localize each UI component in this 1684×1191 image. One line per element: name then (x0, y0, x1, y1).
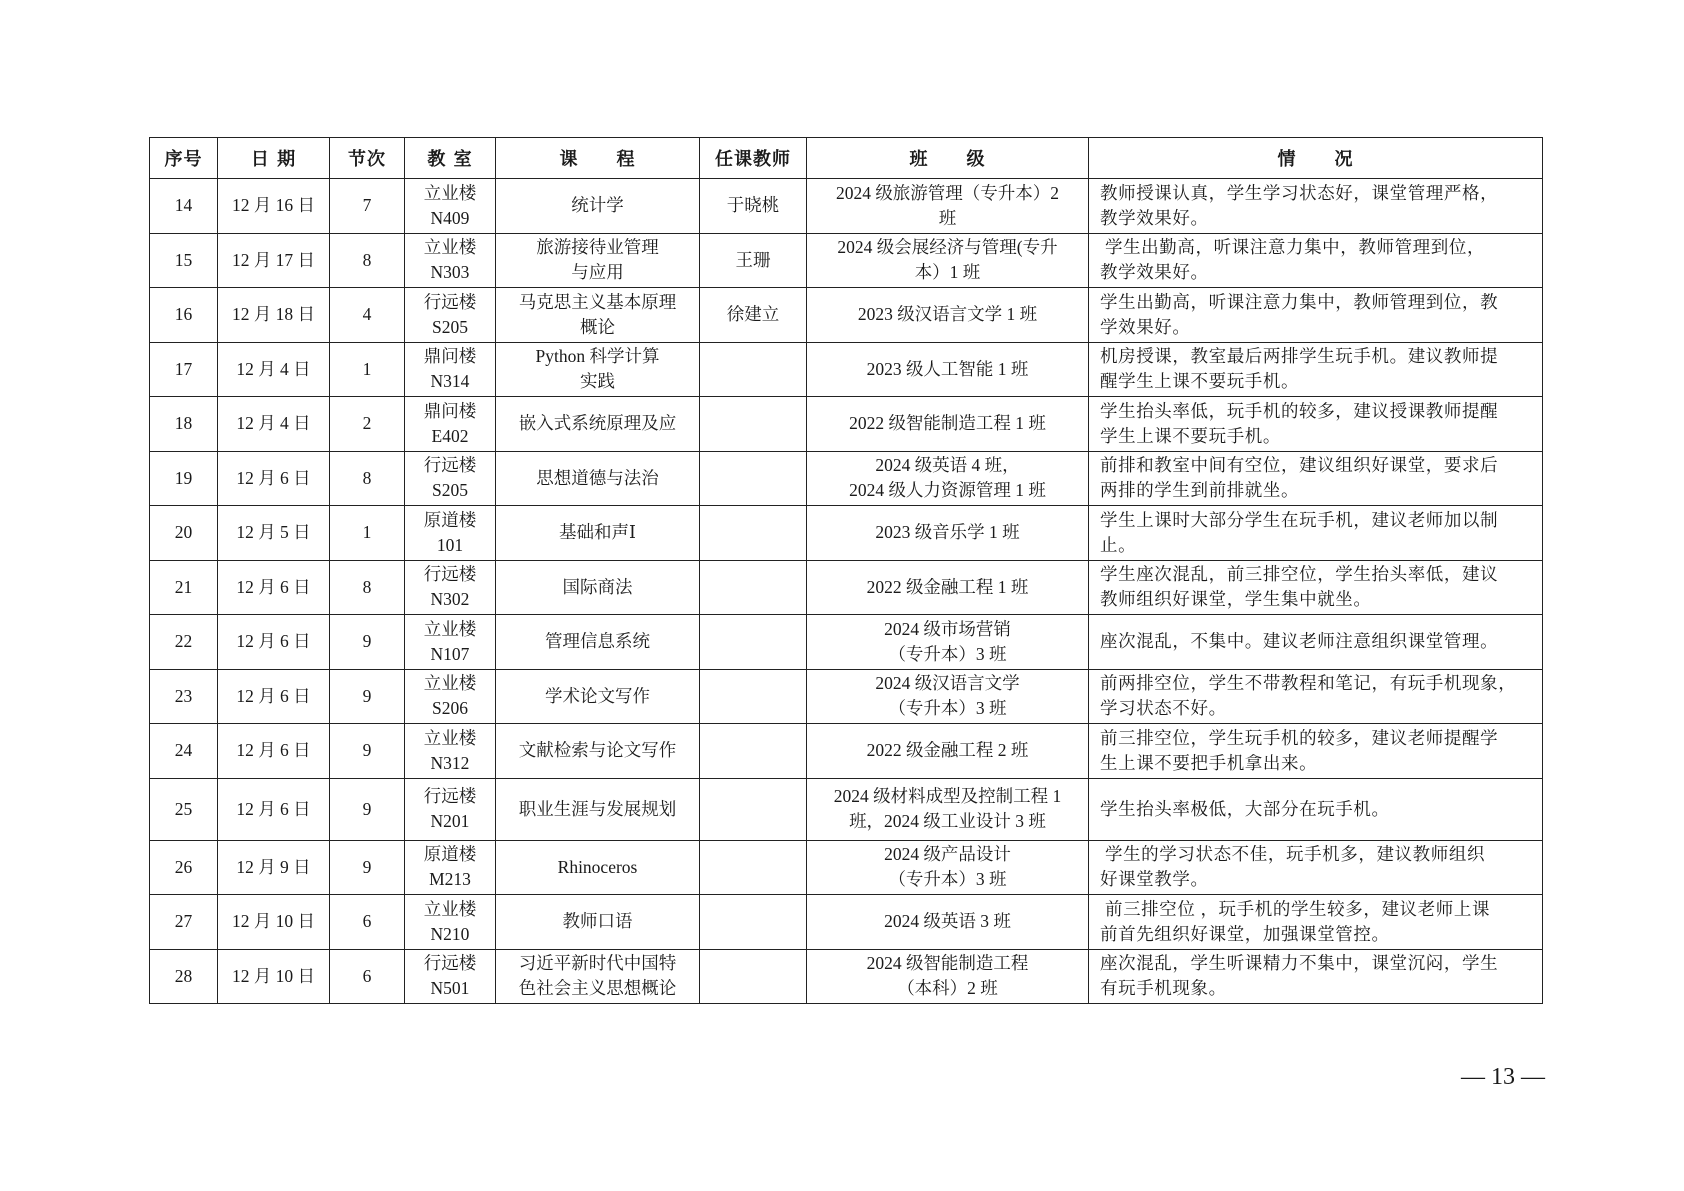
cell-class-line: 班，2024 级工业设计 3 班 (849, 811, 1046, 831)
cell-classroom-line: 行远楼 (423, 455, 477, 476)
cell-seq (150, 451, 218, 506)
cell-remark-line: 止。 (1100, 534, 1137, 555)
header-teacher: 任课教师 (700, 138, 807, 179)
cell-class-line: 2024 级市场营销 (884, 618, 1011, 639)
cell-period-text: 8 (362, 467, 372, 488)
cell-course-line: 管理信息系统 (545, 631, 650, 652)
cell-seq (150, 506, 218, 561)
cell-class (807, 233, 1089, 288)
cell-class-line: 2024 级旅游管理（专升本）2 (835, 182, 1060, 203)
cell-teacher (700, 397, 807, 452)
table-row (150, 778, 1543, 840)
cell-classroom (405, 506, 496, 561)
cell-class-line: 2024 级材料成型及控制工程 1 (833, 786, 1062, 806)
cell-course-line: 统计学 (571, 195, 624, 216)
inspection-table (149, 137, 1543, 1004)
cell-classroom-line: 行远楼 (423, 786, 477, 806)
cell-date-text: 12 月 10 日 (231, 965, 316, 986)
cell-course-line: 习近平新时代中国特 (518, 953, 677, 974)
cell-classroom-line: N409 (430, 207, 470, 228)
cell-seq (150, 560, 218, 615)
cell-period (330, 560, 405, 615)
cell-seq (150, 895, 218, 950)
cell-period-text: 9 (362, 631, 372, 652)
cell-date-text: 12 月 4 日 (236, 358, 311, 379)
cell-date (218, 840, 330, 895)
cell-classroom-line: E402 (431, 425, 469, 446)
cell-course-line: Python 科学计算 (535, 346, 660, 367)
cell-course (496, 840, 700, 895)
table-row (150, 233, 1543, 288)
cell-course (496, 724, 700, 779)
table-row (150, 506, 1543, 561)
cell-teacher (700, 506, 807, 561)
cell-period (330, 342, 405, 397)
cell-seq (150, 288, 218, 343)
cell-date-text: 12 月 6 日 (236, 631, 311, 652)
cell-remark-line: 学生上课时大部分学生在玩手机，建议老师加以制 (1100, 509, 1499, 530)
cell-teacher (700, 342, 807, 397)
cell-date (218, 669, 330, 724)
cell-remark-line: 好课堂教学。 (1100, 869, 1209, 890)
cell-classroom-line: 立业楼 (423, 237, 477, 258)
cell-date (218, 179, 330, 234)
cell-date (218, 615, 330, 670)
cell-remark (1089, 342, 1543, 397)
cell-remark-line: 前三排空位 ，玩手机的学生较多，建议老师上课 (1100, 898, 1491, 919)
cell-date (218, 288, 330, 343)
cell-classroom (405, 288, 496, 343)
cell-teacher (700, 724, 807, 779)
cell-class-line: 2024 级英语 3 班 (884, 911, 1011, 932)
cell-course-line: 学术论文写作 (545, 685, 650, 706)
cell-class-line: 2024 级智能制造工程 (866, 953, 1029, 974)
cell-seq-text: 22 (174, 631, 193, 652)
cell-remark-line: 教学效果好。 (1100, 207, 1209, 228)
cell-seq-text: 16 (174, 304, 193, 325)
cell-period-text: 8 (362, 249, 372, 270)
cell-teacher-text: 王珊 (735, 249, 771, 270)
cell-period (330, 288, 405, 343)
cell-classroom-line: N210 (430, 923, 470, 944)
cell-classroom-line: 行远楼 (423, 953, 477, 974)
cell-date-text: 12 月 6 日 (236, 798, 311, 819)
cell-course-line: 文献检索与论文写作 (518, 740, 677, 761)
cell-teacher (700, 615, 807, 670)
cell-classroom-line: 立业楼 (423, 182, 477, 203)
cell-seq (150, 342, 218, 397)
cell-period (330, 778, 405, 840)
cell-class (807, 840, 1089, 895)
cell-remark-line: 座次混乱，学生听课精力不集中，课堂沉闷，学生 (1100, 953, 1499, 974)
cell-class-line: （本科）2 班 (897, 978, 998, 999)
cell-remark-line: 学生抬头率低，玩手机的较多，建议授课教师提醒 (1100, 400, 1499, 421)
cell-course (496, 233, 700, 288)
cell-period (330, 506, 405, 561)
cell-classroom (405, 233, 496, 288)
table-row (150, 724, 1543, 779)
cell-date-text: 12 月 4 日 (236, 413, 311, 434)
cell-classroom-line: S206 (432, 698, 468, 719)
cell-classroom-line: N302 (430, 589, 470, 610)
cell-remark-line: 前三排空位，学生玩手机的较多，建议老师提醒学 (1100, 727, 1499, 748)
cell-class (807, 506, 1089, 561)
cell-remark-line: 生上课不要把手机拿出来。 (1100, 752, 1318, 773)
cell-seq (150, 724, 218, 779)
cell-remark-line: 学效果好。 (1100, 316, 1191, 337)
cell-period (330, 724, 405, 779)
cell-teacher (700, 560, 807, 615)
cell-period (330, 451, 405, 506)
cell-course-line: 概论 (580, 316, 615, 337)
cell-period-text: 1 (362, 358, 372, 379)
cell-period-text: 9 (362, 685, 372, 706)
cell-period-text: 9 (362, 856, 372, 877)
cell-date (218, 560, 330, 615)
cell-period-text: 8 (362, 576, 372, 597)
cell-period (330, 949, 405, 1004)
cell-classroom (405, 840, 496, 895)
cell-seq-text: 18 (174, 413, 193, 434)
cell-period (330, 233, 405, 288)
cell-date (218, 233, 330, 288)
cell-remark-line: 学生抬头率极低，大部分在玩手机。 (1100, 798, 1390, 819)
cell-date (218, 895, 330, 950)
cell-remark-line: 醒学生上课不要玩手机。 (1100, 371, 1300, 392)
cell-class (807, 451, 1089, 506)
cell-teacher (700, 778, 807, 840)
cell-remark-line: 座次混乱，不集中。建议老师注意组织课堂管理。 (1100, 631, 1499, 652)
cell-teacher-text: 徐建立 (726, 304, 780, 325)
cell-classroom (405, 179, 496, 234)
cell-class-line: 2024 级英语 4 班， (875, 455, 1020, 476)
cell-remark-line: 学生上课不要玩手机。 (1100, 425, 1281, 446)
cell-classroom (405, 615, 496, 670)
cell-remark (1089, 778, 1543, 840)
cell-course (496, 778, 700, 840)
cell-course-line: Rhinoceros (557, 856, 638, 877)
cell-course (496, 560, 700, 615)
cell-remark (1089, 179, 1543, 234)
cell-period (330, 669, 405, 724)
header-course: 课 程 (496, 138, 700, 179)
cell-seq-text: 14 (174, 195, 193, 216)
cell-teacher (700, 949, 807, 1004)
cell-seq (150, 949, 218, 1004)
cell-classroom-line: 鼎问楼 (423, 400, 477, 421)
cell-teacher (700, 895, 807, 950)
cell-classroom-line: 鼎问楼 (423, 346, 477, 367)
cell-period-text: 4 (362, 304, 372, 325)
cell-remark-line: 教师授课认真，学生学习状态好，课堂管理严格， (1100, 182, 1499, 203)
cell-classroom-line: 原道楼 (423, 509, 477, 530)
cell-period (330, 179, 405, 234)
cell-date-text: 12 月 9 日 (236, 856, 311, 877)
cell-date-text: 12 月 5 日 (236, 522, 311, 543)
cell-date-text: 12 月 6 日 (236, 576, 311, 597)
cell-seq (150, 615, 218, 670)
cell-classroom (405, 669, 496, 724)
cell-classroom-line: N303 (430, 262, 470, 283)
table-row (150, 895, 1543, 950)
table-row (150, 397, 1543, 452)
cell-course-line: 与应用 (571, 262, 624, 283)
cell-class-line: （专升本）3 班 (888, 869, 1007, 890)
cell-course-line: 嵌入式系统原理及应 (518, 413, 677, 434)
cell-course-line: 马克思主义基本原理 (518, 291, 677, 312)
cell-class (807, 560, 1089, 615)
cell-period-text: 6 (362, 965, 372, 986)
cell-course-line: 国际商法 (562, 576, 633, 597)
cell-period (330, 895, 405, 950)
cell-class (807, 288, 1089, 343)
cell-remark (1089, 615, 1543, 670)
cell-classroom (405, 895, 496, 950)
cell-seq-text: 20 (174, 522, 193, 543)
cell-classroom-line: 行远楼 (423, 291, 477, 312)
cell-date-text: 12 月 18 日 (231, 304, 316, 325)
cell-remark-line: 前排和教室中间有空位，建议组织好课堂，要求后 (1100, 455, 1499, 476)
cell-teacher-text: 于晓桃 (726, 195, 780, 216)
header-class: 班 级 (807, 138, 1089, 179)
cell-remark-line: 学生座次混乱，前三排空位，学生抬头率低，建议 (1100, 564, 1499, 585)
table-row (150, 451, 1543, 506)
cell-remark (1089, 288, 1543, 343)
cell-seq (150, 840, 218, 895)
cell-remark-line: 前首先组织好课堂，加强课堂管控。 (1100, 923, 1390, 944)
cell-seq-text: 23 (174, 685, 193, 706)
cell-date (218, 949, 330, 1004)
cell-date-text: 12 月 17 日 (231, 249, 316, 270)
cell-date-text: 12 月 6 日 (236, 685, 311, 706)
cell-remark (1089, 560, 1543, 615)
cell-seq-text: 21 (174, 576, 193, 597)
cell-remark (1089, 949, 1543, 1004)
cell-period-text: 9 (362, 740, 372, 761)
cell-course-line: 旅游接待业管理 (536, 237, 659, 258)
cell-date (218, 397, 330, 452)
cell-classroom-line: S205 (432, 480, 468, 501)
cell-date-text: 12 月 6 日 (236, 467, 311, 488)
table-row (150, 342, 1543, 397)
cell-date (218, 724, 330, 779)
cell-class-line: 本）1 班 (914, 262, 981, 283)
cell-classroom (405, 778, 496, 840)
cell-class-line: 2023 级音乐学 1 班 (875, 522, 1020, 543)
table-row (150, 669, 1543, 724)
cell-date-text: 12 月 10 日 (231, 911, 316, 932)
cell-classroom-line: 101 (436, 534, 464, 555)
cell-class (807, 615, 1089, 670)
cell-course-line: 教师口语 (562, 911, 633, 932)
cell-class (807, 778, 1089, 840)
cell-date (218, 342, 330, 397)
cell-class-line: 2023 级人工智能 1 班 (866, 358, 1029, 379)
table-row (150, 288, 1543, 343)
cell-classroom-line: 立业楼 (423, 618, 477, 639)
cell-teacher (700, 451, 807, 506)
cell-class-line: （专升本）3 班 (888, 643, 1007, 664)
cell-period-text: 6 (362, 911, 372, 932)
cell-class-line: 2023 级汉语言文学 1 班 (857, 304, 1038, 325)
cell-classroom-line: N314 (430, 371, 470, 392)
cell-classroom (405, 949, 496, 1004)
cell-seq (150, 179, 218, 234)
cell-seq-text: 26 (174, 856, 193, 877)
header-period: 节次 (330, 138, 405, 179)
cell-remark-line: 有玩手机现象。 (1100, 978, 1227, 999)
cell-course (496, 669, 700, 724)
cell-remark (1089, 724, 1543, 779)
cell-classroom (405, 560, 496, 615)
cell-seq-text: 15 (174, 249, 193, 270)
cell-remark (1089, 397, 1543, 452)
cell-class-line: 2022 级金融工程 2 班 (866, 740, 1029, 761)
cell-class (807, 179, 1089, 234)
cell-teacher (700, 233, 807, 288)
cell-remark-line: 学生的学习状态不佳，玩手机多，建议教师组织 (1100, 844, 1486, 865)
table-header-row (150, 138, 1543, 179)
page-number: — 13 — (1461, 1064, 1545, 1090)
cell-course-line: 色社会主义思想概论 (518, 978, 677, 999)
cell-class-line: 2024 级会展经济与管理(专升 (837, 237, 1058, 258)
cell-date (218, 451, 330, 506)
cell-classroom-line: N107 (430, 643, 470, 664)
cell-remark (1089, 506, 1543, 561)
cell-remark (1089, 233, 1543, 288)
cell-seq (150, 397, 218, 452)
cell-classroom-line: 立业楼 (423, 898, 477, 919)
cell-classroom-line: 立业楼 (423, 727, 477, 748)
cell-classroom (405, 397, 496, 452)
cell-period-text: 2 (362, 413, 372, 434)
cell-period-text: 9 (362, 798, 372, 819)
cell-course (496, 615, 700, 670)
cell-class (807, 397, 1089, 452)
cell-classroom-line: N501 (430, 978, 470, 999)
cell-classroom-line: N201 (430, 811, 470, 831)
cell-remark-line: 前两排空位，学生不带教程和笔记，有玩手机现象， (1100, 673, 1517, 694)
cell-class (807, 724, 1089, 779)
cell-remark (1089, 451, 1543, 506)
cell-class-line: （专升本）3 班 (888, 698, 1007, 719)
cell-class (807, 949, 1089, 1004)
cell-classroom (405, 451, 496, 506)
table-row (150, 949, 1543, 1004)
cell-course-line: 基础和声Ⅰ (559, 522, 636, 543)
cell-seq (150, 778, 218, 840)
cell-remark-line: 教师组织好课堂，学生集中就坐。 (1100, 589, 1372, 610)
cell-date-text: 12 月 6 日 (236, 740, 311, 761)
header-seq: 序号 (150, 138, 218, 179)
cell-class-line: 2022 级智能制造工程 1 班 (849, 413, 1046, 434)
cell-course (496, 179, 700, 234)
cell-period (330, 615, 405, 670)
cell-date (218, 778, 330, 840)
cell-class-line: 2024 级人力资源管理 1 班 (849, 480, 1046, 501)
cell-period (330, 840, 405, 895)
cell-teacher (700, 288, 807, 343)
cell-course (496, 288, 700, 343)
cell-remark (1089, 840, 1543, 895)
cell-period (330, 397, 405, 452)
cell-classroom-line: 行远楼 (423, 564, 477, 585)
header-classroom: 教 室 (405, 138, 496, 179)
cell-remark (1089, 669, 1543, 724)
cell-remark-line: 学生出勤高，听课注意力集中，教师管理到位， (1100, 237, 1486, 258)
cell-class (807, 342, 1089, 397)
cell-remark-line: 两排的学生到前排就坐。 (1100, 480, 1300, 501)
cell-classroom-line: S205 (432, 316, 468, 337)
cell-date (218, 506, 330, 561)
cell-date-text: 12 月 16 日 (231, 195, 316, 216)
table-body (150, 179, 1543, 1004)
cell-remark (1089, 895, 1543, 950)
cell-remark-line: 机房授课，教室最后两排学生玩手机。建议教师提 (1100, 346, 1499, 367)
cell-course (496, 506, 700, 561)
cell-seq-text: 27 (174, 911, 193, 932)
cell-classroom-line: N312 (430, 752, 470, 773)
header-remark: 情 况 (1089, 138, 1543, 179)
cell-seq-text: 28 (174, 965, 193, 986)
cell-course (496, 397, 700, 452)
cell-class-line: 班 (938, 207, 957, 228)
cell-teacher (700, 840, 807, 895)
cell-teacher (700, 669, 807, 724)
cell-course (496, 451, 700, 506)
header-date: 日 期 (218, 138, 330, 179)
table-row (150, 179, 1543, 234)
cell-seq-text: 24 (174, 740, 193, 761)
cell-classroom (405, 342, 496, 397)
cell-class-line: 2024 级汉语言文学 (875, 673, 1020, 694)
cell-class (807, 895, 1089, 950)
cell-classroom (405, 724, 496, 779)
cell-period-text: 7 (362, 195, 372, 216)
cell-course-line: 职业生涯与发展规划 (518, 798, 677, 819)
table-row (150, 560, 1543, 615)
cell-course-line: 思想道德与法治 (536, 467, 659, 488)
cell-teacher (700, 179, 807, 234)
cell-period-text: 1 (362, 522, 372, 543)
cell-course (496, 895, 700, 950)
cell-seq (150, 233, 218, 288)
cell-course (496, 342, 700, 397)
cell-seq-text: 25 (174, 798, 193, 819)
cell-classroom-line: 原道楼 (423, 844, 477, 865)
cell-class (807, 669, 1089, 724)
cell-remark-line: 学生出勤高，听课注意力集中，教师管理到位，教 (1100, 291, 1499, 312)
table-row (150, 615, 1543, 670)
cell-seq-text: 19 (174, 467, 193, 488)
cell-remark-line: 教学效果好。 (1100, 262, 1209, 283)
cell-course (496, 949, 700, 1004)
cell-seq-text: 17 (174, 358, 193, 379)
cell-classroom-line: M213 (429, 869, 471, 890)
cell-course-line: 实践 (580, 371, 615, 392)
cell-classroom-line: 立业楼 (423, 673, 477, 694)
cell-class-line: 2024 级产品设计 (884, 844, 1011, 865)
table-row (150, 840, 1543, 895)
cell-class-line: 2022 级金融工程 1 班 (866, 576, 1029, 597)
cell-remark-line: 学习状态不好。 (1100, 698, 1227, 719)
cell-seq (150, 669, 218, 724)
